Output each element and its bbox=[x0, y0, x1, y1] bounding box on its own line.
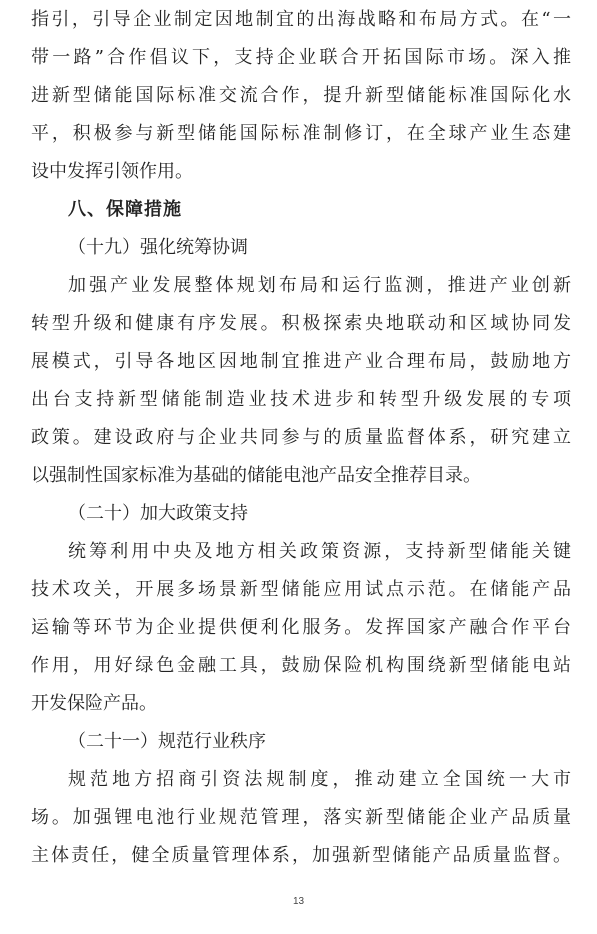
paragraph-line: 作用，用好绿色金融工具，鼓励保险机构围绕新型储能电站 bbox=[31, 655, 571, 676]
paragraph-line: 运输等环节为企业提供便利化服务。发挥国家产融合作平台 bbox=[31, 617, 571, 638]
paragraph-line: 以强制性国家标准为基础的储能电池产品安全推荐目录。 bbox=[31, 465, 481, 486]
paragraph-line: 技术攻关，开展多场景新型储能应用试点示范。在储能产品 bbox=[31, 579, 571, 600]
paragraph-line: 设中发挥引领作用。 bbox=[31, 161, 193, 182]
subsection-heading: （十九）强化统筹协调 bbox=[68, 237, 248, 258]
section-heading: 八、保障措施 bbox=[68, 199, 182, 220]
subsection-heading: （二十）加大政策支持 bbox=[68, 503, 248, 524]
paragraph-line: 出台支持新型储能制造业技术进步和转型升级发展的专项 bbox=[31, 389, 571, 410]
paragraph-line: 开发保险产品。 bbox=[31, 693, 157, 714]
paragraph-line: 带一路”合作倡议下，支持企业联合开拓国际市场。深入推 bbox=[31, 47, 571, 68]
paragraph-line: 统筹利用中央及地方相关政策资源，支持新型储能关键 bbox=[68, 541, 571, 562]
paragraph-line: 平，积极参与新型储能国际标准制修订，在全球产业生态建 bbox=[31, 123, 571, 144]
paragraph-line: 规范地方招商引资法规制度，推动建立全国统一大市 bbox=[68, 769, 571, 790]
paragraph-line: 场。加强锂电池行业规范管理，落实新型储能企业产品质量 bbox=[31, 807, 571, 828]
paragraph-line: 进新型储能国际标准交流合作，提升新型储能标准国际化水 bbox=[31, 85, 571, 106]
page-number: 13 bbox=[292, 896, 305, 907]
paragraph-line: 加强产业发展整体规划布局和运行监测，推进产业创新 bbox=[68, 275, 571, 296]
paragraph-line: 政策。建设政府与企业共同参与的质量监督体系，研究建立 bbox=[31, 427, 571, 448]
paragraph-line: 指引，引导企业制定因地制宜的出海战略和布局方式。在“一 bbox=[31, 9, 571, 30]
paragraph-line: 展模式，引导各地区因地制宜推进产业合理布局，鼓励地方 bbox=[31, 351, 571, 372]
subsection-heading: （二十一）规范行业秩序 bbox=[68, 731, 266, 752]
paragraph-line: 转型升级和健康有序发展。积极探索央地联动和区域协同发 bbox=[31, 313, 571, 334]
paragraph-line: 主体责任，健全质量管理体系，加强新型储能产品质量监督。 bbox=[31, 845, 571, 866]
